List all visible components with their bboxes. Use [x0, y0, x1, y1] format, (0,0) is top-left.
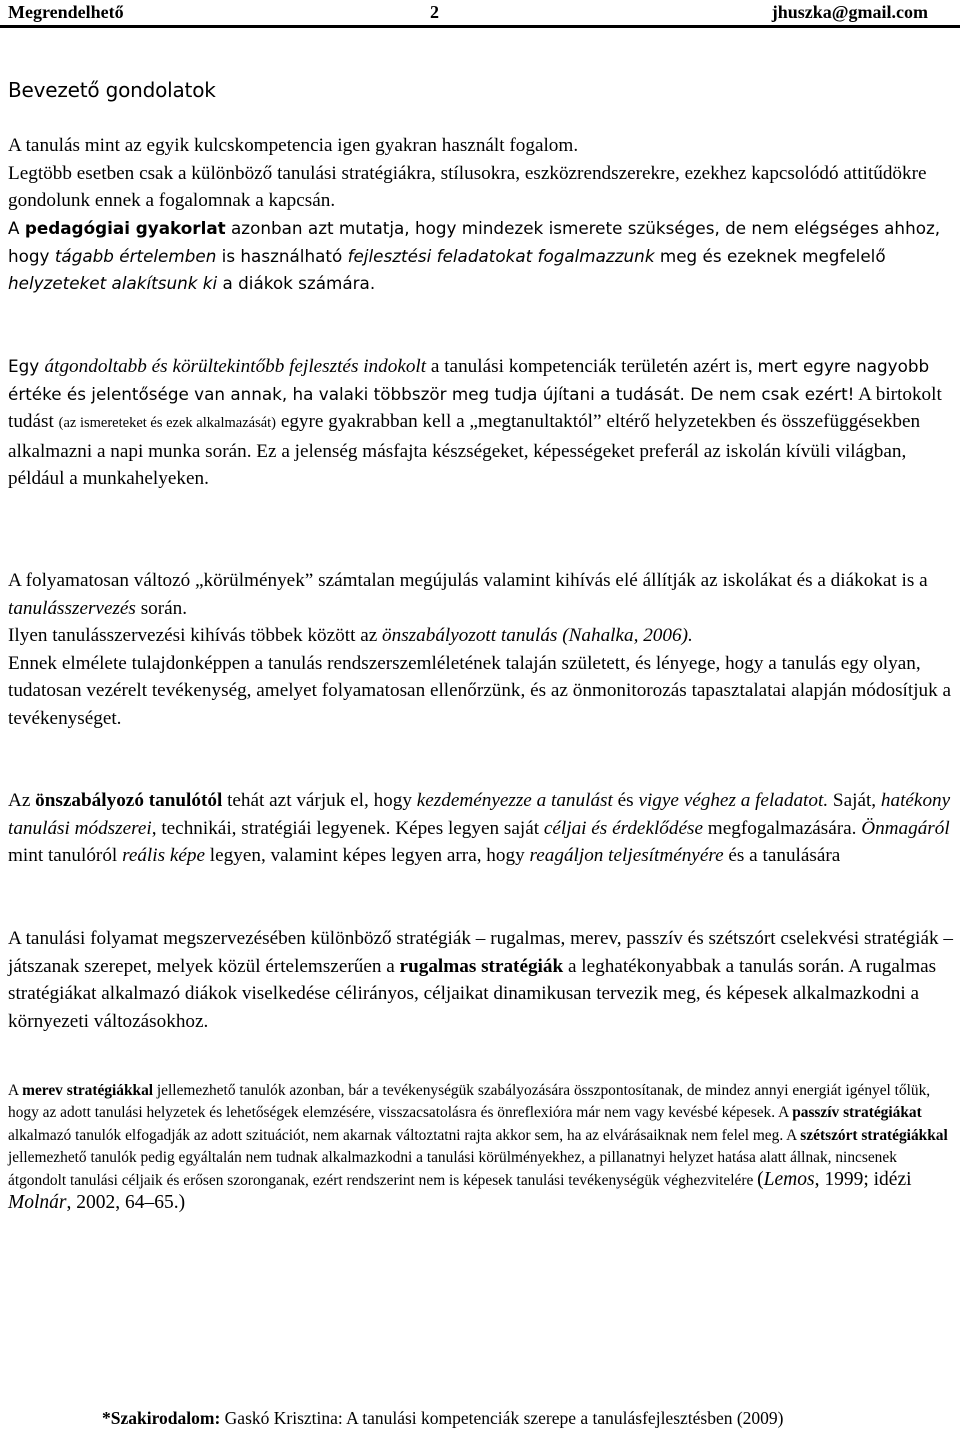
text-run: Egy: [8, 356, 45, 376]
paragraph-development: [8, 353, 958, 493]
italic-term: önszabályozott tanulás (Nahalka, 2006).: [382, 625, 693, 646]
text-run: Saját,: [828, 790, 881, 811]
text-run: tehát azt várjuk el, hogy: [222, 790, 417, 811]
italic-term: Molnár: [8, 1192, 67, 1214]
org-lines: [8, 567, 958, 622]
italic-term: Lemos: [763, 1169, 815, 1191]
header-rule: [0, 25, 960, 28]
bold-term: merev stratégiákkal: [22, 1082, 154, 1099]
italic-term: átgondoltabb és körültekintőbb fejlesztés indokolt: [44, 356, 427, 377]
bold-term: önszabályozó tanulótól: [35, 790, 223, 811]
italic-term: vigye véghez a feladatot.: [638, 790, 829, 811]
bold-term: szétszórt stratégiákkal: [800, 1126, 948, 1144]
text-run: azonban azt mutatja, hogy mindezek ismerete szükséges, de nem elégséges ahhoz, hogy: [8, 218, 941, 266]
intro-text: Legtöbb esetben csak a különböző tanulási stratégiákra, stílusokra, eszközrendszerekre, ezekhez kapcsolódó attitűdökre gondolunk ennek a fogalomnak a kapcsán.: [8, 162, 927, 211]
org-theory: Ennek elmélete tulajdonképpen a tanulás rendszerszemléletének talaján született, és lényege, hogy a tanulás egy olyan, tudatosan vezérelt tevékenység, amelyet folyamatosan ellenőrzünk, és az önmonitorozás tapasztalatai alapján módosítjuk a tevékenységet.: [8, 652, 952, 729]
page-header: [8, 0, 928, 24]
org-challenge: [8, 622, 958, 650]
header-title: Megrendelhető: [8, 2, 124, 22]
bold-term: passzív stratégiákat: [792, 1104, 922, 1122]
italic-term: reagáljon teljesítményére: [529, 845, 724, 866]
footer-citation: Gaskó Krisztina: A tanulási kompetenciák szerepe a tanulásfejlesztésben (2009): [220, 1408, 784, 1428]
text-run: legyen, valamint képes legyen arra, hogy: [205, 845, 530, 866]
parenthetical: (az ismereteket és ezek alkalmazását): [58, 415, 277, 431]
text-run: (: [757, 1169, 764, 1191]
italic-term: reális képe: [122, 845, 205, 866]
page-footer: [102, 1408, 784, 1429]
text-run: jellemezhető tanulók pedig egyáltalán nem tudnak alkalmazkodni a tanulási körülményekhez, a pillanatnyi helyzet hatása alatt állnak, nincsenek átgondolt tanulási céljaik és erősen szoronganak, ezért rendszerint nem is képesek tanulási tevékenységük véghezvitelére: [8, 1148, 897, 1190]
paragraph-strategy-types: [8, 1080, 958, 1216]
italic-term: Önmagáról: [861, 817, 950, 839]
footer-label: *Szakirodalom:: [102, 1408, 221, 1428]
text-run: meg és ezeknek megfelelő: [654, 245, 886, 266]
section-heading: Bevezető gondolatok: [8, 78, 216, 102]
italic-term: tágabb értelemben: [54, 245, 217, 266]
italic-term: helyzeteket alakítsunk ki: [8, 273, 218, 293]
text-run: is használható: [216, 245, 348, 266]
page-number: 2: [430, 2, 439, 22]
text-run: A tanulási folyamat megszervezésében különböző stratégiák – rugalmas, merev, passzív és szétszórt cselekvési stratégiák – játszanak szerepet, melyek közül értelemszerűen a: [8, 928, 954, 977]
italic-term: kezdeményezze a tanulást: [416, 790, 613, 811]
bold-term: rugalmas stratégiák: [399, 955, 564, 977]
text-run: A folyamatosan változó „körülmények” számtalan megújulás valamint kihívás elé állítják az iskolákat és a diákokat is a: [8, 570, 928, 591]
paragraph-practice: [8, 215, 958, 298]
italic-term: tanulásszervezés: [8, 597, 136, 619]
text-run: , technikái, stratégiái legyenek. Képes legyen saját: [151, 817, 544, 839]
text-run: , 2002, 64–65.): [66, 1192, 186, 1214]
paragraph-self-regulating: [8, 787, 958, 870]
bold-term: pedagógiai gyakorlat: [24, 218, 226, 238]
text-run: A: [8, 218, 25, 238]
italic-term: hatékony tanulási módszerei: [8, 790, 951, 839]
text-run: során.: [135, 597, 188, 619]
text-run: és: [612, 790, 639, 811]
text-run: A: [8, 1082, 23, 1099]
text-run: mint tanulóról: [8, 845, 123, 866]
text-run: jellemezhető tanulók azonban, bár a tevékenységük szabályozására összpontosítanak, de mindez annyi energiát igényel tőlük, hogy az adott tanulási helyzetek és lehetőségek elemzésére, visszacsatolásra és önreflexióra már nem vagy kevésbé képesek. A: [8, 1082, 931, 1122]
text-run: és a tanulására: [723, 845, 841, 866]
text-run: egyre gyakrabban kell a „megtanultaktól” eltérő helyzetekben és összefüggésekben alkalmazni a napi munka során. Ez a jelenség másfajta készségeket, képességeket preferál az iskolán kívüli világban, például a munkahelyeken.: [8, 411, 921, 489]
italic-term: fejlesztési feladatokat fogalmazzunk: [347, 245, 655, 266]
header-email: jhuszka@gmail.com: [771, 2, 928, 22]
paragraph-strategies: [8, 925, 958, 1035]
paragraph-organization: [8, 567, 958, 732]
text-run: alkalmazó tanulók elfogadják az adott szituációt, nem akarnak változtatni rajta akkor sem, ha az elvárásaiknak nem felel meg. A: [8, 1126, 801, 1144]
text-run: A birtokolt tudást: [8, 383, 942, 432]
text-run: , 1999; idézi: [814, 1169, 912, 1191]
italic-term: céljai és érdeklődése: [543, 817, 703, 839]
intro-line: A tanulás mint az egyik kulcskompetencia igen gyakran használt fogalom.: [8, 135, 579, 156]
text-run: megfogalmazására.: [703, 817, 862, 839]
text-run: a tanulási kompetenciák területén azért is,: [426, 356, 758, 377]
text-run: Az: [8, 790, 36, 811]
text-run: Ilyen tanulásszervezési kihívás többek között az: [8, 625, 383, 646]
text-run: mert egyre nagyobb értéke és jelentősége van annak, ha valaki többször meg tudja újítani a tudását. De nem csak ezért!: [8, 356, 930, 404]
text-run: a diákok számára.: [217, 273, 376, 293]
paragraph-intro: [8, 132, 958, 215]
text-run: a leghatékonyabbak a tanulás során. A rugalmas stratégiákat alkalmazó diákok viselkedése célirányos, céljaikat dinamikusan tervezik meg, és képesek alkalmazkodni a környezeti változásokhoz.: [8, 955, 937, 1032]
